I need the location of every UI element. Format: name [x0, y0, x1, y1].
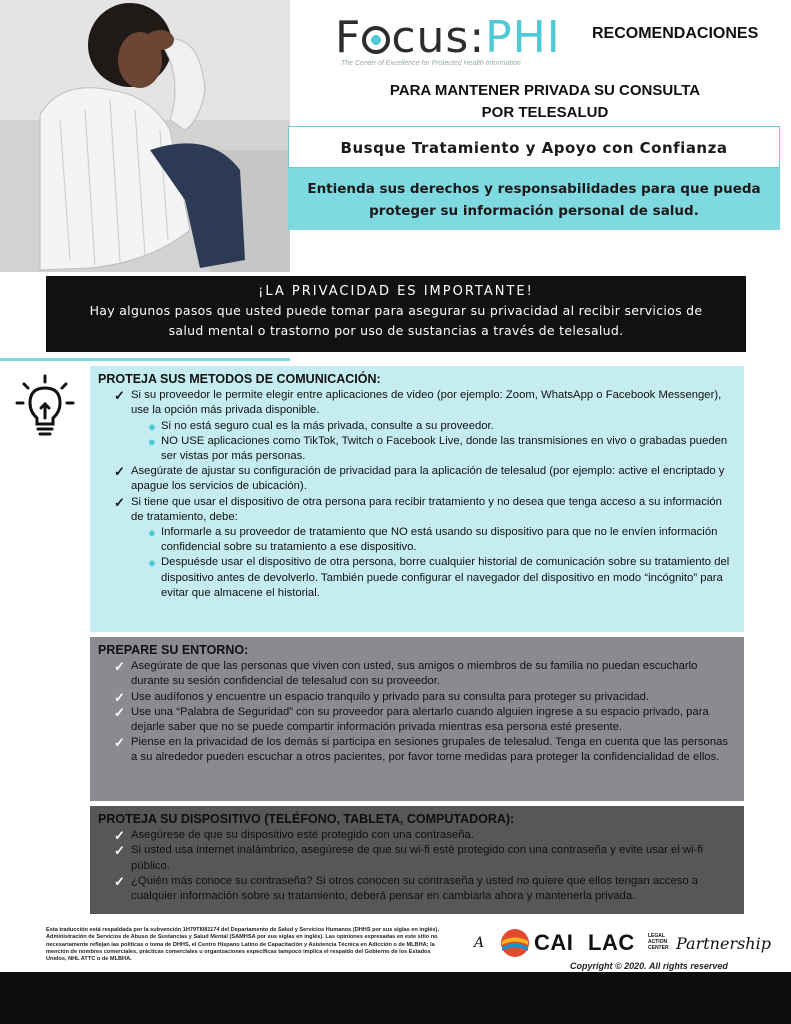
- checkmark-icon: ✓: [114, 494, 125, 510]
- checkmark-icon: ✓: [114, 828, 125, 844]
- section-environment: [90, 637, 744, 801]
- list-item: ✓ Asegúrate de ajustar su configuración de privacidad para la aplicación de telesalud (por ejemplo: active el encriptado y apague los servicios de ubicación).: [114, 464, 725, 493]
- list-item: ✓ Si tiene que usar el dispositivo de otra persona para recibir tratamiento y no desea que tenga acceso a su información de tratamiento, debe:: [114, 494, 722, 523]
- partnership-label: Partnership: [676, 934, 771, 953]
- banner-line-2: salud mental o trastorno por uso de sustancias a través de telesalud.: [168, 323, 624, 338]
- lac-wordmark: LAC: [588, 930, 635, 955]
- checkmark-icon: ✓: [114, 843, 125, 859]
- section-communication: [90, 366, 744, 632]
- checkmark-icon: ✓: [114, 659, 125, 675]
- hero-photo: [0, 0, 290, 272]
- checkmark-icon: ✓: [114, 735, 125, 751]
- logo-o-icon: [362, 26, 390, 54]
- section-title: PREPARE SU ENTORNO:: [98, 643, 249, 657]
- checkmark-icon: ✓: [114, 388, 125, 404]
- logo-f: F: [335, 12, 362, 63]
- woman-on-couch-illustration: [0, 0, 290, 272]
- list-item: ✓ Si su proveedor le permite elegir entre aplicaciones de video (por ejemplo: Zoom, WhatsApp o Facebook Messenger), use la opción más privada disponible.: [114, 388, 722, 417]
- section-title: PROTEJA SU DISPOSITIVO (TELÉFONO, TABLETA, COMPUTADORA):: [98, 812, 515, 826]
- bullet-icon: ●: [148, 555, 156, 571]
- accent-divider: [0, 358, 290, 361]
- recommendations-label: RECOMENDACIONES: [592, 25, 759, 42]
- banner-title: ¡LA PRIVACIDAD ES IMPORTANTE!: [258, 284, 534, 299]
- bullet-icon: ●: [148, 525, 156, 541]
- lightbulb-icon: [14, 372, 76, 440]
- logo-cus: cus:: [391, 12, 486, 63]
- sub-list-item: ● Si no está seguro cual es la más privada, consulte a su proveedor.: [148, 418, 494, 434]
- callout-heading: Busque Tratamiento y Apoyo con Confianza: [288, 126, 780, 168]
- sub-list-item: ● Despuésde usar el dispositivo de otra persona, borre cualquier historial de comunicación sobre su tratamiento del dispositivo antes de devolverlo. También puede configurar el navegador del dispositivo en modo “incógnito” para evitar que almacene el historial.: [148, 555, 730, 599]
- checkmark-icon: ✓: [114, 704, 125, 720]
- checkmark-icon: ✓: [114, 873, 125, 889]
- title-line-2: POR TELESALUD: [481, 104, 609, 121]
- callout-body-line-2: proteger su información personal de salud.: [369, 203, 699, 219]
- focus-phi-logo: [335, 14, 595, 74]
- logo-phi: PHI: [485, 12, 561, 63]
- list-item: ✓ Use audífonos y encuentre un espacio tranquilo y privado para su consulta para proteger su privacidad.: [114, 689, 650, 705]
- funding-footnote: Esta traducción está respaldada por la subvención 1H79TI081174 del Departamento de Salud y Servicios Humanos (DHHS por sus siglas en inglés), Administración de Servicios de Abuso de Sustancias y Salud Mental (SAMHSA por sus siglas en inglés). Las opiniones expresadas en este sitio no necesariamente reflejan las políticas o toma de DHHS, el Centro Hispano Latino de Capacitación y Asistencia Técnica en Adicción o de MLBHA; la mención de nombres comerciales, prácticas comerciales u organizaciones específicas tampoco implica el respaldo del Gobierno de los Estados Unidos, NHL ATTC o de MLBHA.: [46, 927, 439, 963]
- list-item: ✓ Asegúrate de que las personas que viven con usted, sus amigos o miembros de su familia no puedan escucharlo durante su sesión confidencial de telesalud con su proveedor.: [114, 659, 698, 688]
- logo-wordmark: [335, 14, 595, 62]
- cai-wordmark: CAI: [534, 930, 574, 955]
- list-item: ✓ Si usted usa internet inalámbrico, asegúrese de que su wi-fi esté protegido con una contraseña y evite usar el wi-fi público.: [114, 843, 704, 872]
- lac-subtitle: LEGAL ACTION CENTER: [648, 933, 669, 951]
- checkmark-icon: ✓: [114, 689, 125, 705]
- checkmark-icon: ✓: [114, 464, 125, 480]
- footer-bar: [0, 972, 791, 1024]
- copyright: Copyright © 2020. All rights reserved: [570, 961, 728, 971]
- page-title: [305, 80, 785, 124]
- cai-logo-icon: [500, 928, 530, 958]
- list-item: ✓ ¿Quién más conoce su contraseña? Si otros conocen su contraseña y usted no quiere que ellos tengan acceso a cualquier información sobre su tratamiento, deberá pensar en cambiarla ahora y mantenerla privada.: [114, 873, 699, 903]
- title-line-1: PARA MANTENER PRIVADA SU CONSULTA: [389, 82, 701, 99]
- section-device: [90, 806, 744, 914]
- section-title: PROTEJA SUS METODOS DE COMUNICACIÓN:: [98, 372, 381, 386]
- logo-subtitle: The Center of Excellence for Protected Health Information: [341, 60, 521, 67]
- list-item: ✓ Asegúrese de que su dispositivo esté protegido con una contraseña.: [114, 828, 474, 844]
- partners-a-label: A: [474, 935, 485, 951]
- list-item: ✓ Piense en la privacidad de los demás si participa en sesiones grupales de telesalud. Tenga en cuenta que las personas a su alrededor pueden escuchar a otros pacientes, por favor tome medidas para proteger la confidencialidad de ellos.: [114, 735, 729, 764]
- sub-list-item: ● NO USE aplicaciones como TikTok, Twitch o Facebook Live, donde las transmisiones en vivo o grabadas pueden ser vistas por más personas.: [148, 433, 728, 463]
- callout-body-line-1: Entienda sus derechos y responsabilidades para que pueda: [307, 181, 761, 197]
- bullet-icon: ●: [148, 433, 156, 449]
- privacy-banner: [46, 276, 746, 352]
- banner-line-1: Hay algunos pasos que usted puede tomar para asegurar su privacidad al recibir servicios de: [89, 303, 703, 318]
- list-item: ✓ Use una “Palabra de Seguridad” con su proveedor para alertarlo cuando alguien ingrese a su espacio privado, para dejarle saber que no se puede compartir información privada mientras esa persona esté presente.: [114, 704, 709, 734]
- sub-list-item: ● Informarle a su proveedor de tratamiento que NO está usando su dispositivo para que no le envíen información confidencial sobre su tratamiento a ese dispositivo.: [148, 525, 718, 554]
- bullet-icon: ●: [148, 418, 156, 434]
- callout-body: [296, 178, 772, 222]
